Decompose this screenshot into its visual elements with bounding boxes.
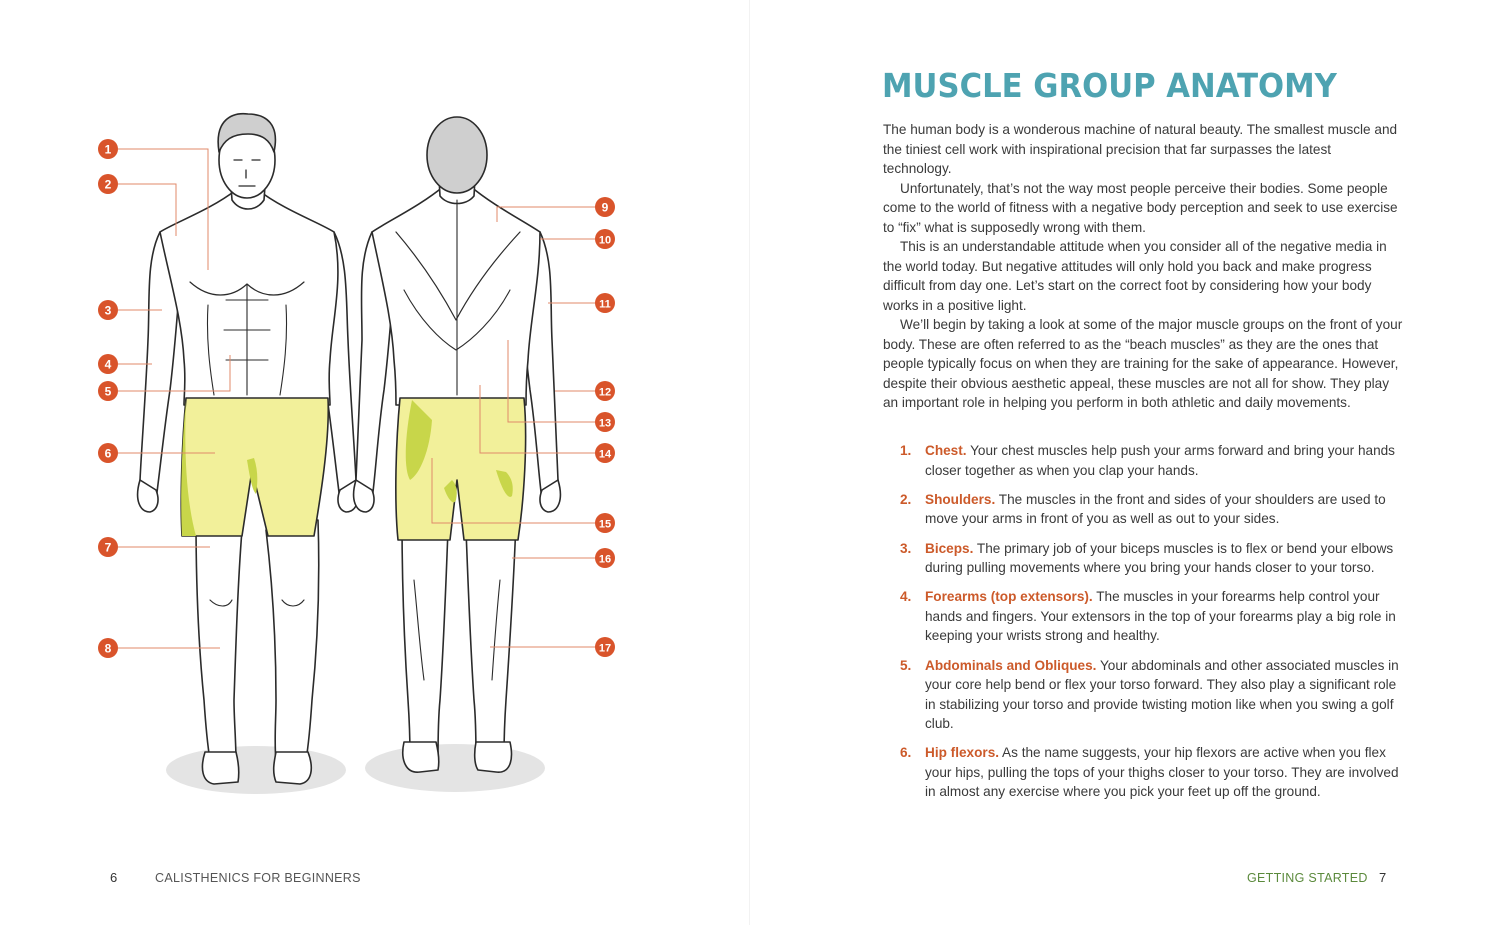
intro-text: [883, 120, 1403, 413]
callout-17: [595, 637, 615, 657]
paragraph: Unfortunately, that’s not the way most people perceive their bodies. Some people come to the world of fitness with a negative body perception and seek to use exercise to “fix” what is supposedly wrong with them.: [883, 180, 1398, 235]
left-page-number: 6: [110, 870, 118, 885]
list-number: 3.: [900, 540, 912, 556]
callout-9: [595, 197, 615, 217]
list-term: Shoulders.: [925, 491, 996, 507]
page-title: MUSCLE GROUP ANATOMY: [882, 66, 1337, 105]
callout-16: [595, 548, 615, 568]
list-item: [900, 656, 1400, 734]
list-number: 1.: [900, 443, 912, 458]
callout-11: [595, 293, 615, 313]
svg-text:12: 12: [598, 386, 612, 399]
list-term: Biceps.: [925, 540, 974, 556]
callout-4: [98, 354, 118, 374]
svg-text:4: 4: [104, 357, 112, 372]
callout-7: [98, 537, 118, 557]
front-figure-shadow: [166, 746, 346, 794]
right-page: [750, 0, 1500, 925]
callout-2: [98, 174, 118, 194]
list-item: [900, 441, 1400, 480]
list-number: 2.: [900, 491, 912, 507]
right-running-head: GETTING STARTED: [1247, 871, 1368, 885]
left-running-head: CALISTHENICS FOR BEGINNERS: [155, 871, 361, 885]
list-text: The muscles in the front and sides of your shoulders are used to move your arms in front of you as well as out to your sides.: [925, 491, 1386, 527]
list-term: Chest.: [925, 443, 967, 458]
muscle-list: [900, 441, 1400, 812]
svg-text:17: 17: [598, 642, 612, 655]
paragraph: This is an understandable attitude when you consider all of the negative media in the world today. But negative attitudes will only hold you back and make progress difficult from day one. Let’s start on the correct foot by considering how your body works in a positive light.: [883, 239, 1387, 313]
list-term: Abdominals and Obliques.: [925, 657, 1097, 673]
list-number: 6.: [900, 745, 912, 761]
callout-13: [595, 412, 615, 432]
list-text: The primary job of your biceps muscles is to flex or bend your elbows during pulling movements where you bring your hands closer to your torso.: [925, 540, 1394, 576]
back-figure: [354, 117, 561, 772]
svg-text:6: 6: [104, 446, 112, 461]
svg-text:14: 14: [598, 448, 612, 461]
callout-12: [595, 381, 615, 401]
list-number: 4.: [900, 589, 912, 605]
callout-14: [595, 443, 615, 463]
list-item: [900, 490, 1400, 529]
list-term: Forearms (top extensors).: [925, 589, 1093, 605]
svg-text:10: 10: [598, 234, 612, 247]
callout-1: [98, 139, 118, 159]
svg-text:15: 15: [598, 518, 612, 531]
list-item: [900, 587, 1400, 646]
svg-text:16: 16: [598, 553, 612, 566]
callout-10: [595, 229, 615, 249]
svg-text:7: 7: [104, 540, 112, 555]
callout-15: [595, 513, 615, 533]
list-text: The muscles in your forearms help control your hands and fingers. Your extensors in the top of your forearms play a big role in keeping your wrists strong and healthy.: [925, 589, 1396, 644]
paragraph: The human body is a wonderous machine of natural beauty. The smallest muscle and the tiniest cell work with inspirational precision that far surpasses the latest technology.: [883, 122, 1398, 176]
list-number: 5.: [900, 657, 912, 673]
svg-text:11: 11: [599, 298, 611, 311]
svg-text:1: 1: [104, 142, 112, 157]
svg-text:8: 8: [104, 641, 112, 656]
list-item: [900, 539, 1400, 578]
svg-text:9: 9: [601, 200, 609, 215]
svg-text:5: 5: [104, 384, 112, 399]
list-text: As the name suggests, your hip flexors are active when you flex your hips, pulling the tops of your thighs closer to your torso. They are involved in almost any exercise where you pick your feet up off the ground.: [925, 745, 1399, 800]
callout-6: [98, 443, 118, 463]
front-figure: [138, 114, 359, 784]
list-text: Your abdominals and other associated muscles in your core help bend or flex your torso forward. They also play a significant role in stabilizing your torso and provide twisting motion like when you swing a golf club.: [925, 657, 1399, 732]
svg-text:13: 13: [598, 417, 612, 430]
list-term: Hip flexors.: [925, 745, 1000, 761]
svg-text:2: 2: [104, 177, 112, 192]
svg-text:3: 3: [104, 303, 112, 318]
callout-3: [98, 300, 118, 320]
callout-8: [98, 638, 118, 658]
right-page-number: 7: [1379, 870, 1387, 885]
callout-5: [98, 381, 118, 401]
back-figure-shadow: [365, 744, 545, 792]
list-item: [900, 743, 1400, 802]
paragraph: We’ll begin by taking a look at some of the major muscle groups on the front of your body. These are often referred to as the “beach muscles” as they are the ones that people typically focus on when they are training for the sake of appearance. However, despite their obvious aesthetic appeal, these muscles are not all for show. They play an important role in helping you perform in both athletic and daily movements.: [883, 317, 1403, 410]
list-text: Your chest muscles help push your arms forward and bring your hands closer together as when you clap your hands.: [925, 443, 1395, 478]
